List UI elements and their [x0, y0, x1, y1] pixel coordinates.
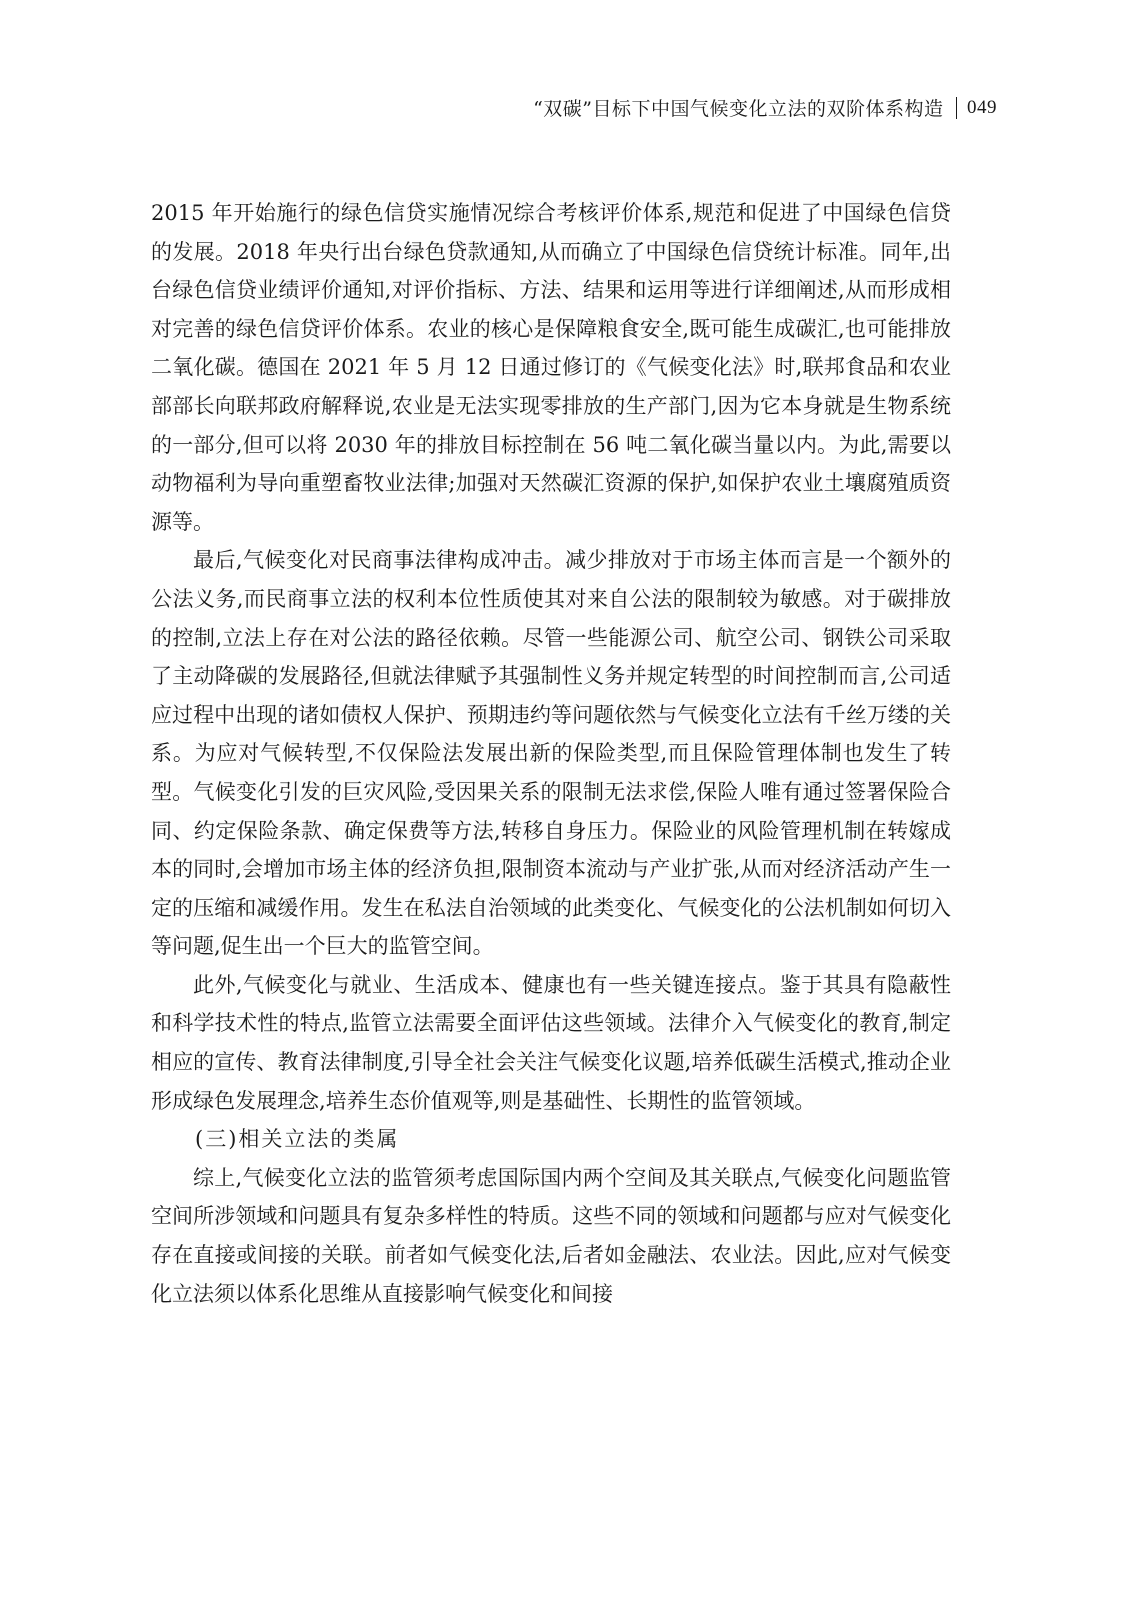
paragraph-summary: 综上,气候变化立法的监管须考虑国际国内两个空间及其关联点,气候变化问题监管空间所涉领域和问题具有复杂多样性的特质。这些不同的领域和问题都与应对气候变化存在直接或间接的关联。前者如气候变化法,后者如金融法、农业法。因此,应对气候变化立法须以体系化思维从直接影响气候变化和间接: [151, 1165, 951, 1306]
paragraph-civil-commercial-law: 最后,气候变化对民商事法律构成冲击。减少排放对于市场主体而言是一个额外的公法义务,而民商事立法的权利本位性质使其对来自公法的限制较为敏感。对于碳排放的控制,立法上存在对公法的路径依赖。尽管一些能源公司、航空公司、钢铁公司采取了主动降碳的发展路径,但就法律赋予其强制性义务并规定转型的时间控制而言,公司适应过程中出现的诸如债权人保护、预期违约等问题依然与气候变化立法有千丝万缕的关系。为应对气候转型,不仅保险法发展出新的保险类型,而且保险管理体制也发生了转型。气候变化引发的巨灾风险,受因果关系的限制无法求偿,保险人唯有通过签署保险合同、约定保险条款、确定保费等方法,转移自身压力。保险业的风险管理机制在转嫁成本的同时,会增加市场主体的经济负担,限制资本流动与产业扩张,从而对经济活动产生一定的压缩和减缓作用。发生在私法自治领域的此类变化、气候变化的公法机制如何切入等问题,促生出一个巨大的监管空间。: [151, 548, 952, 959]
paragraph-employment-health: 此外,气候变化与就业、生活成本、健康也有一些关键连接点。鉴于其具有隐蔽性和科学技术性的特点,监管立法需要全面评估这些领域。法律介入气候变化的教育,制定相应的宣传、教育法律制度,引导全社会关注气候变化议题,培养低碳生活模式,推动企业形成绿色发展理念,培养生态价值观等,则是基础性、长期性的监管领域。: [151, 972, 951, 1113]
page-number: 049: [967, 96, 997, 118]
paragraph-continued: 2015 年开始施行的绿色信贷实施情况综合考核评价体系,规范和促进了中国绿色信贷的发展。2018 年央行出台绿色贷款通知,从而确立了中国绿色信贷统计标准。同年,出台绿色信贷业绩评价通知,对评价指标、方法、结果和运用等进行详细阐述,从而形成相对完善的绿色信贷评价体系。农业的核心是保障粮食安全,既可能生成碳汇,也可能排放二氧化碳。德国在 2021 年 5 月 12 日通过修订的《气候变化法》时,联邦食品和农业部部长向联邦政府解释说,农业是无法实现零排放的生产部门,因为它本身就是生物系统的一部分,但可以将 2030 年的排放目标控制在 56 吨二氧化碳当量以内。为此,需要以动物福利为导向重塑畜牧业法律;加强对天然碳汇资源的保护,如保护农业土壤腐殖质资源等。: [151, 201, 951, 534]
running-header: [533, 94, 997, 121]
section-heading: (三)相关立法的类属: [195, 1127, 400, 1152]
body-text: [151, 194, 951, 1313]
header-separator: [956, 97, 958, 119]
running-title: “双碳”目标下中国气候变化立法的双阶体系构造: [533, 98, 944, 120]
